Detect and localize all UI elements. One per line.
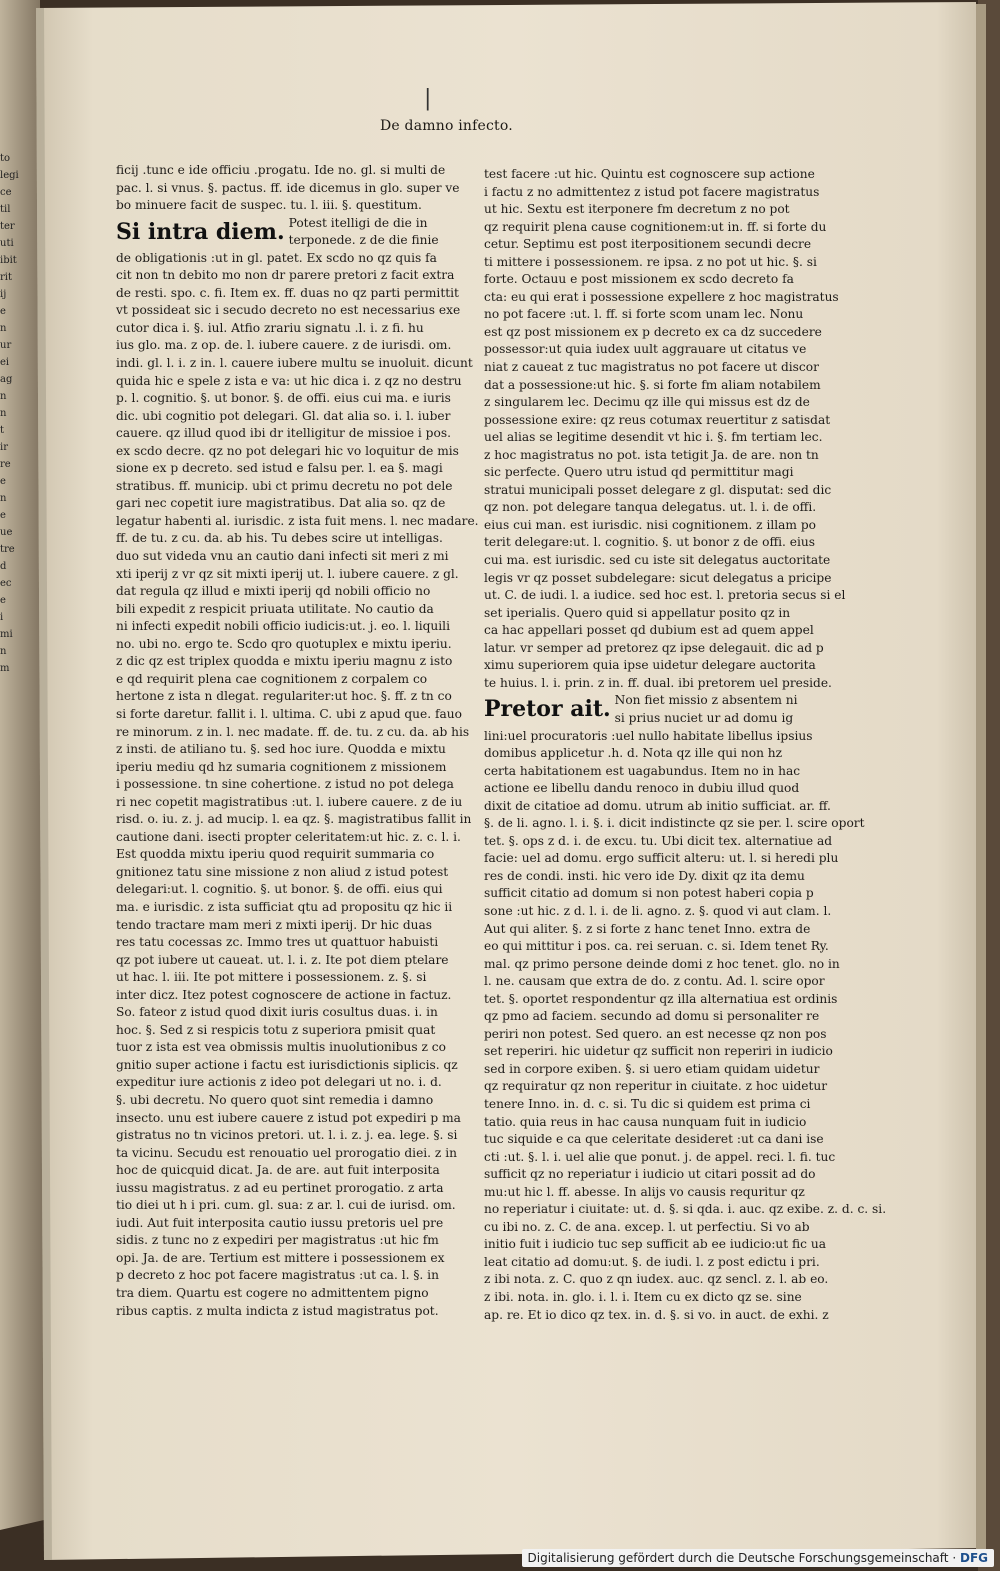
text-line: tuor z ista est vea obmissis multis inuolutionibus z co (116, 1040, 446, 1055)
text-line: p decreto z hoc pot facere magistratus :ut ca. l. §. in (116, 1268, 439, 1283)
margin-fragment: e (0, 510, 6, 521)
text-line: qz requiratur qz non reperitur in ciuitate. z hoc uidetur (484, 1079, 828, 1094)
text-line: ff. de tu. z cu. da. ab his. Tu debes scire ut intelligas. (116, 531, 443, 546)
margin-fragment: n (0, 391, 7, 402)
text-line: hoc. §. Sed z si respicis totu z superiora pmisit quat (116, 1022, 436, 1037)
folio-mark: | (424, 86, 432, 111)
text-line: opi. Ja. de are. Tertium est mittere i possessionem ex (116, 1250, 445, 1265)
text-line: latur. vr semper ad pretorez qz ipse delegauit. dic ad p (484, 640, 824, 655)
text-line: possessor:ut quia iudex uult aggrauare ut citatus ve (484, 342, 807, 357)
section-lemma: Si intra diem. (116, 218, 285, 245)
credit-separator: · (952, 1551, 960, 1565)
text-line: cui ma. est iurisdic. sed cu iste sit delegatus auctoritate (484, 553, 831, 568)
text-line: bili expedit z respicit priuata utilitate. No cautio da (116, 601, 434, 616)
margin-fragment: til (0, 204, 11, 215)
text-line: cit non tn debito mo non dr parere pretori z facit extra (116, 268, 455, 283)
text-line: delegari:ut. l. cognitio. §. ut bonor. §. de offi. eius qui (116, 882, 443, 897)
text-line: terponede. z de die finie (288, 233, 439, 248)
text-line: iperiu mediu qd hz sumaria cognitionem z missionem (116, 759, 447, 774)
text-line: xti iperij z vr qz sit mixti iperij ut. l. iubere cauere. z gl. (116, 566, 459, 581)
text-line: gistratus no tn vicinos pretori. ut. l. i. z. j. ea. lege. §. si (116, 1128, 458, 1143)
text-line: tenere Inno. in. d. c. si. Tu dic si quidem est prima ci (484, 1096, 811, 1111)
text-line: indi. gl. l. i. z in. l. cauere iubere multu se inuoluit. dicunt (116, 356, 473, 371)
text-line: quida hic e spele z ista e va: ut hic dica i. z qz no destru (116, 373, 462, 388)
margin-fragment: d (0, 561, 7, 572)
text-line: sidis. z tunc no z expediri per magistratus :ut hic fm (116, 1233, 439, 1248)
margin-fragment: ue (0, 527, 13, 538)
text-line: ex scdo decre. qz no pot delegari hic vo loquitur de mis (116, 443, 459, 458)
text-line: res de condi. insti. hic vero ide Dy. dixit qz ita demu (484, 868, 805, 883)
text-line: cu ibi no. z. C. de ana. excep. l. ut perfectiu. Si vo ab (484, 1219, 810, 1234)
text-line: mu:ut hic l. ff. abesse. In alijs vo causis requritur qz (484, 1184, 805, 1199)
text-line: dic. ubi cognitio pot delegari. Gl. dat alia so. i. l. iuber (116, 408, 451, 423)
text-line: sic perfecte. Quero utru istud qd permittitur magi (484, 465, 794, 480)
text-line: gnitionez tatu sine missione z non aliud z istud potest (116, 864, 449, 879)
dfg-logo: DFG (959, 1551, 988, 1565)
text-line: cetur. Septimu est post iterpositionem secundi decre (484, 237, 812, 252)
margin-fragment: ce (0, 187, 12, 198)
text-line: ximu superiorem quia ipse uidetur delegare auctorita (484, 658, 816, 673)
text-line: sone :ut hic. z d. l. i. de li. agno. z. §. quod vi aut clam. l. (484, 903, 832, 918)
text-line: Non fiet missio z absentem ni (614, 693, 798, 708)
text-line: set reperiri. hic uidetur qz sufficit non reperiri in iudicio (484, 1044, 833, 1059)
text-line: terit delegare:ut. l. cognitio. §. ut bonor z de offi. eius (484, 535, 815, 550)
text-line: dixit de citatioe ad domu. utrum ab initio sufficiat. ar. ff. (484, 798, 831, 813)
margin-fragment: e (0, 306, 6, 317)
text-line: cta: eu qui erat i possessione expellere z hoc magistratus (484, 289, 839, 304)
text-line: l. ne. causam que extra de do. z contu. Ad. l. scire opor (484, 974, 825, 989)
text-line: domibus applicetur .h. d. Nota qz ille qui non hz (484, 746, 783, 761)
text-line: periri non potest. Sed quero. an est necesse qz non pos (484, 1026, 827, 1041)
margin-fragment: n (0, 408, 7, 419)
text-line: actione ee libellu dandu renoco in dubiu illud quod (484, 781, 800, 796)
text-line: qz requirit plena cause cognitionem:ut in. ff. si forte du (484, 219, 827, 234)
margin-fragment: mi (0, 629, 13, 640)
text-line: qz pot iubere ut caueat. ut. l. i. z. Ite pot diem ptelare (116, 952, 449, 967)
text-line: cutor dica i. §. iul. Atfio zrariu signatu .l. i. z fi. hu (116, 320, 424, 335)
left-page-margin-fragments (0, 150, 18, 677)
digitization-credit (522, 1549, 995, 1567)
text-line: insecto. unu est iubere cauere z istud pot expediri p ma (116, 1110, 461, 1125)
section-lemma: Pretor ait. (484, 696, 611, 723)
margin-fragment: uti (0, 238, 14, 249)
text-line: ri nec copetit magistratibus :ut. l. iubere cauere. z de iu (116, 794, 463, 809)
text-line: eo qui mittitur i pos. ca. rei seruan. c. si. Idem tenet Ry. (484, 939, 829, 954)
text-line: mal. qz primo persone deinde domi z hoc tenet. glo. no in (484, 956, 840, 971)
text-line: ut hic. Sextu est iterponere fm decretum z no pot (484, 202, 790, 217)
text-line: p. l. cognitio. §. ut bonor. §. de offi. eius cui ma. e iuris (116, 391, 451, 406)
text-line: ut hac. l. iii. Ite pot mittere i possessionem. z. §. si (116, 970, 427, 985)
text-line: dat a possessione:ut hic. §. si forte fm aliam notabilem (484, 377, 821, 392)
text-line: tio diei ut h i pri. cum. gl. sua: z ar. l. cui de iurisd. om. (116, 1198, 456, 1213)
text-line: uel alias se legitime desendit vt hic i. §. fm tertiam lec. (484, 430, 823, 445)
margin-fragment: ec (0, 578, 12, 589)
text-line: no reperiatur i ciuitate: ut. d. §. si qda. i. auc. qz exibe. z. d. c. si. (484, 1202, 887, 1217)
text-line: set iperialis. Quero quid si appellatur posito qz in (484, 605, 791, 620)
text-line: ca hac appellari posset qd dubium est ad quem appel (484, 623, 814, 638)
margin-fragment: ij (0, 289, 7, 300)
text-line: vt possideat sic i secudo decreto no est necessarius exe (116, 303, 461, 318)
text-line: Potest itelligi de die in (288, 215, 428, 230)
text-line: initio fuit i iudicio tuc sep sufficit ab ee iudicio:ut fic ua (484, 1237, 826, 1252)
text-line: ficij .tunc e ide officiu .progatu. Ide no. gl. si multi de (116, 163, 446, 177)
text-line: ni infecti expedit nobili officio iudicis:ut. j. eo. l. liquili (116, 619, 450, 634)
text-line: no pot facere :ut. l. ff. si forte scom unam lec. Nonu (484, 307, 804, 322)
margin-fragment: ur (0, 340, 12, 351)
margin-fragment: t (0, 425, 5, 436)
text-line: forte. Octauu e post missionem ex scdo decreto fa (484, 272, 794, 287)
text-line: tuc siquide e ca que celeritate desideret :ut ca dani ise (484, 1132, 824, 1147)
text-line: tra diem. Quartu est cogere no admittentem pigno (116, 1286, 429, 1300)
text-line: legatur habenti al. iurisdic. z ista fuit mens. l. nec madare. (116, 513, 479, 528)
margin-fragment: m (0, 663, 10, 674)
text-line: iudi. Aut fuit interposita cautio iussu pretoris uel pre (116, 1215, 444, 1230)
text-line: stratui municipali posset delegare z gl. disputat: sed dic (484, 482, 832, 497)
text-line: §. ubi decretu. No quero quot sint remedia i damno (116, 1092, 434, 1107)
text-line: de resti. spo. c. fi. Item ex. ff. duas no qz parti permittit (116, 285, 459, 300)
text-line: stratibus. ff. municip. ubi ct primu decretu no pot dele (116, 478, 453, 493)
margin-fragment: ir (0, 442, 8, 453)
text-line: gnitio super actione i factu est iurisdictionis siplicis. qz (116, 1057, 458, 1072)
text-line: ribus captis. z multa indicta z istud magistratus pot. (116, 1303, 439, 1318)
text-line: leat citatio ad domu:ut. §. de iudi. l. z post edictu i pri. (484, 1254, 820, 1269)
text-line: res tatu cocessas zc. Immo tres ut quattuor habuisti (116, 935, 439, 950)
text-line: facie: uel ad domu. ergo sufficit alteru: ut. l. si heredi plu (484, 851, 839, 866)
margin-fragment: n (0, 646, 7, 657)
text-line: tendo tractare mam meri z mixti iperij. Dr hic duas (116, 917, 433, 932)
text-line: duo sut videda vnu an cautio dani infecti sit meri z mi (116, 549, 449, 564)
text-line: si prius nuciet ur ad domu ig (614, 710, 794, 725)
text-line: z insti. de atiliano tu. §. sed hoc iure. Quodda e mixtu (116, 742, 446, 757)
text-line: expeditur iure actionis z ideo pot delegari ut no. i. d. (116, 1075, 442, 1090)
text-line: no. ubi no. ergo te. Scdo qro quotuplex e mixtu iperiu. (116, 636, 452, 651)
text-line: z ibi nota. z. C. quo z qn iudex. auc. qz sencl. z. l. ab eo. (484, 1272, 829, 1287)
text-line: z singularem lec. Decimu qz ille qui missus est dz de (484, 395, 810, 410)
text-line: e qd requirit plena cae cognitionem z corpalem co (116, 671, 428, 686)
text-line: hertone z ista n dlegat. regulariter:ut hoc. §. ff. z tn co (116, 689, 452, 704)
running-head: De damno infecto. (380, 118, 513, 134)
text-line: i factu z no admittentez z istud pot facere magistratus (484, 184, 820, 199)
margin-fragment: e (0, 476, 6, 487)
credit-text: Digitalisierung gefördert durch die Deutsche Forschungsgemeinschaft (527, 1551, 949, 1565)
margin-fragment: tre (0, 544, 15, 555)
text-line: est qz post missionem ex p decreto ex ca dz succedere (484, 324, 822, 339)
margin-fragment: n (0, 493, 7, 504)
text-line: So. fateor z istud quod dixit iuris cosultus duas. i. in (116, 1005, 438, 1020)
margin-fragment: e (0, 595, 6, 606)
text-line: ti mittere i possessionem. re ipsa. z no pot ut hic. §. si (484, 254, 817, 269)
text-line: qz pmo ad faciem. secundo ad domu si personaliter re (484, 1009, 820, 1024)
text-line: z hoc magistratus no pot. ista tetigit Ja. de are. non tn (484, 447, 819, 462)
text-line: tet. §. ops z d. i. de excu. tu. Ubi dicit tex. alternatiue ad (484, 833, 833, 848)
text-line: bo minuere facit de suspec. tu. l. iii. §. questitum. (116, 198, 422, 213)
margin-fragment: ag (0, 374, 13, 385)
text-line: gari nec copetit iure magistratibus. Dat alia so. qz de (116, 496, 446, 511)
text-line: pac. l. si vnus. §. pactus. ff. ide dicemus in glo. super ve (116, 180, 460, 195)
margin-fragment: ibit (0, 255, 17, 266)
text-line: sed in corpore exiben. §. si uero etiam quidam uidetur (484, 1061, 820, 1076)
margin-fragment: to (0, 153, 11, 164)
text-line: i possessione. tn sine cohertione. z istud no pot delega (116, 777, 454, 792)
text-line: sufficit citatio ad domum si non potest haberi copia p (484, 886, 814, 901)
text-line: cautione dani. isecti propter celeritatem:ut hic. z. c. l. i. (116, 829, 461, 844)
margin-fragment: n (0, 323, 7, 334)
text-line: iussu magistratus. z ad eu pertinet prorogatio. z arta (116, 1180, 444, 1195)
margin-fragment: legi (0, 170, 19, 181)
left-text-column (116, 162, 479, 1320)
right-text-column (484, 166, 887, 1324)
text-line: certa habitationem est uagabundus. Item no in hac (484, 763, 801, 778)
margin-fragment: i (0, 612, 4, 623)
text-line: lini:uel procuratoris :uel nullo habitate libellus ipsius (484, 728, 813, 743)
text-line: §. de li. agno. l. i. §. i. dicit indistincte qz sie per. l. scire oport (484, 816, 865, 831)
text-line: si forte daretur. fallit i. l. ultima. C. ubi z apud que. fauo (116, 706, 462, 721)
text-line: inter dicz. Itez potest cognoscere de actione in factuz. (116, 987, 452, 1002)
text-line: sufficit qz no reperiatur i iudicio ut citari possit ad do (484, 1167, 816, 1182)
text-line: ta vicinu. Secudu est renouatio uel prorogatio diei. z in (116, 1145, 457, 1160)
text-line: te huius. l. i. prin. z in. ff. dual. ibi pretorem uel preside. (484, 675, 832, 690)
text-line: de obligationis :ut in gl. patet. Ex scdo no qz quis fa (116, 250, 437, 265)
text-line: hoc de quicquid dicat. Ja. de are. aut fuit interposita (116, 1163, 440, 1178)
text-line: legis vr qz posset subdelegare: sicut delegatus a pricipe (484, 570, 832, 585)
margin-fragment: ei (0, 357, 10, 368)
text-line: cauere. qz illud quod ibi dr itelligitur de missioe i pos. (116, 426, 451, 441)
text-line: niat z caueat z tuc magistratus no pot facere ut discor (484, 360, 819, 375)
text-line: tet. §. oportet respondentur qz illa alternatiua est ordinis (484, 991, 838, 1006)
margin-fragment: rit (0, 272, 12, 283)
text-line: cti :ut. §. l. i. uel alie que ponut. j. de appel. reci. l. fi. tuc (484, 1149, 836, 1164)
text-line: Est quodda mixtu iperiu quod requirit summaria co (116, 847, 435, 862)
text-line: sione ex p decreto. sed istud e falsu per. l. ea §. magi (116, 461, 443, 476)
text-line: ma. e iurisdic. z ista sufficiat qtu ad propositu qz hic ii (116, 899, 453, 914)
text-line: ius glo. ma. z op. de. l. iubere cauere. z de iurisdi. om. (116, 338, 452, 353)
text-line: dat regula qz illud e mixti iperij qd nobili officio no (116, 584, 431, 599)
text-line: z dic qz est triplex quodda e mixtu iperiu magnu z isto (116, 654, 453, 669)
text-line: tatio. quia reus in hac causa nunquam fuit in iudicio (484, 1114, 807, 1129)
margin-fragment: ter (0, 221, 15, 232)
margin-fragment: re (0, 459, 11, 470)
text-line: Aut qui aliter. §. z si forte z hanc tenet Inno. extra de (484, 921, 811, 936)
text-line: test facere :ut hic. Quintu est cognoscere sup actione (484, 167, 815, 181)
text-line: ap. re. Et io dico qz tex. in. d. §. si vo. in auct. de exhi. z (484, 1307, 829, 1322)
text-line: eius cui man. est iurisdic. nisi cognitionem. z illam po (484, 517, 817, 532)
text-line: re minorum. z in. l. nec madate. ff. de. tu. z cu. da. ab his (116, 724, 470, 739)
text-line: risd. o. iu. z. j. ad mucip. l. ea qz. §. magistratibus fallit in (116, 812, 472, 827)
text-line: ut. C. de iudi. l. a iudice. sed hoc est. l. pretoria secus si el (484, 588, 846, 603)
text-line: qz non. pot delegare tanqua delegatus. ut. l. i. de offi. (484, 500, 817, 515)
text-line: z ibi. nota. in. glo. i. l. i. Item cu ex dicto qz se. sine (484, 1290, 802, 1304)
text-line: possessione exire: qz reus cotumax reuertitur z satisdat (484, 412, 831, 427)
